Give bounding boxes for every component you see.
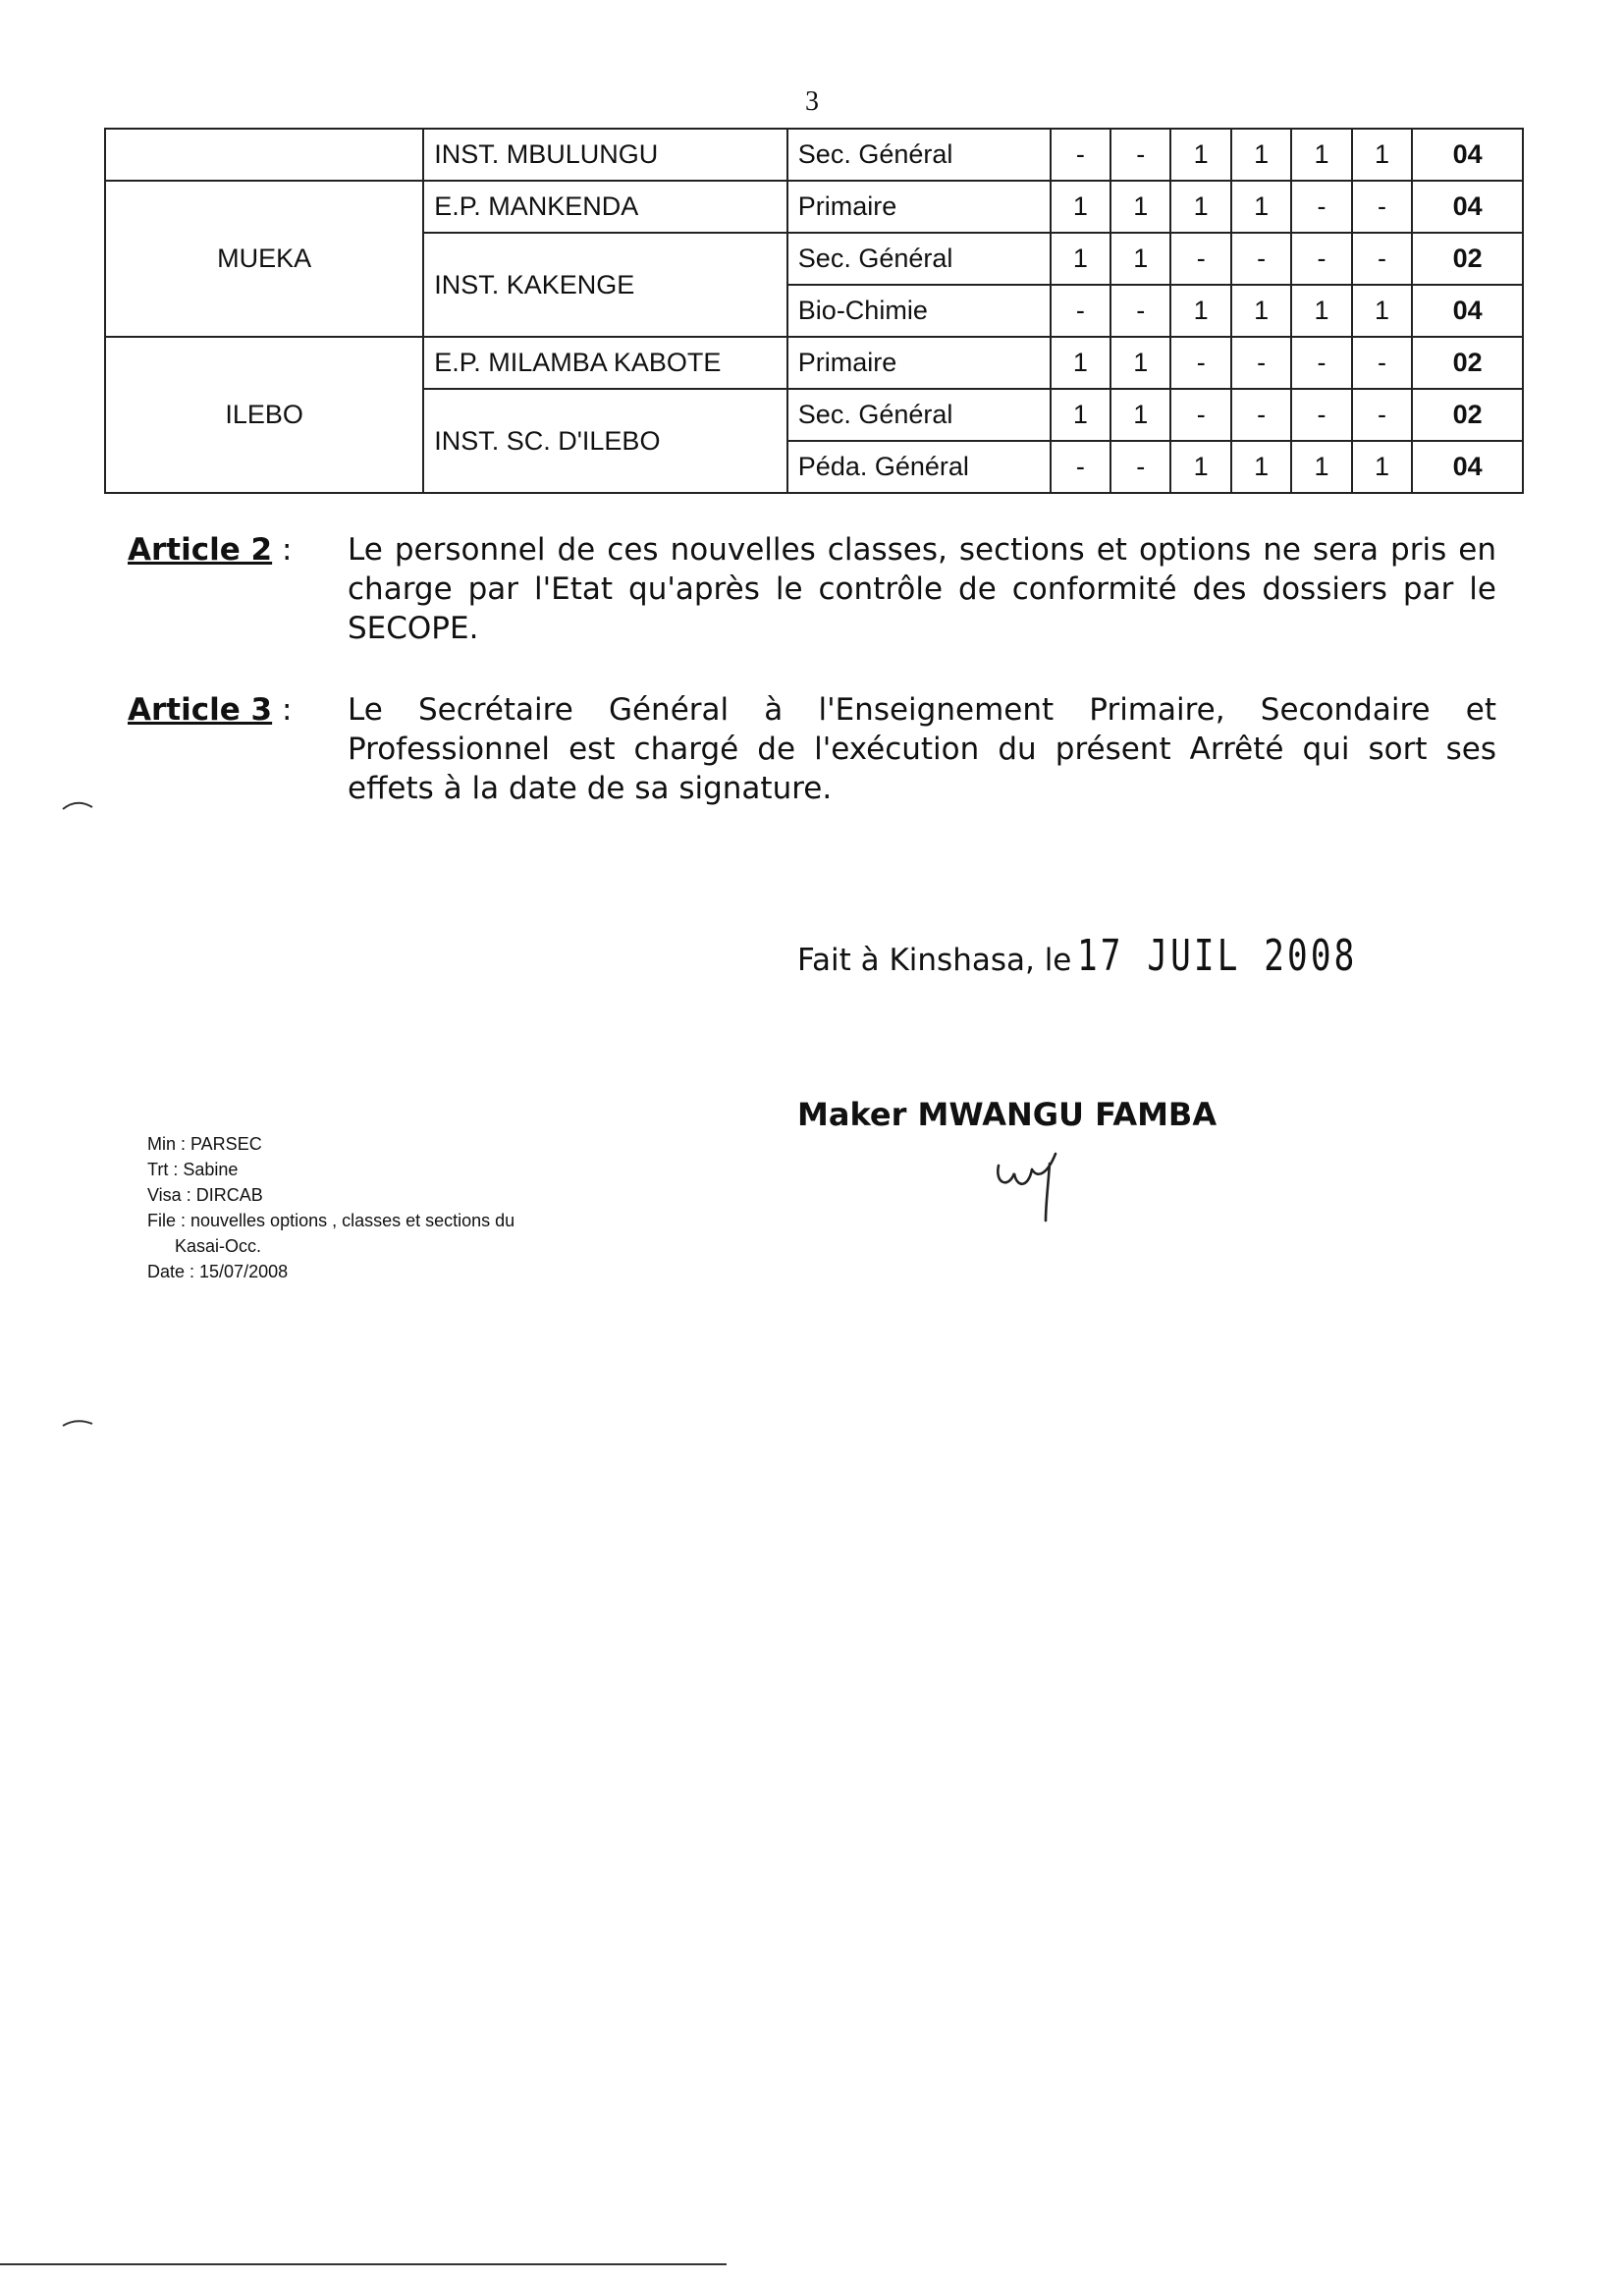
option-cell: Sec. Général: [787, 389, 1051, 441]
count-cell: -: [1051, 285, 1110, 337]
school-cell: INST. SC. D'ILEBO: [423, 389, 787, 493]
count-cell: -: [1051, 129, 1110, 181]
article-2: [128, 530, 1502, 648]
option-cell: Sec. Général: [787, 129, 1051, 181]
count-cell: -: [1051, 441, 1110, 493]
option-cell: Primaire: [787, 181, 1051, 233]
article-text: Le Secrétaire Général à l'Enseignement Primaire, Secondaire et Professionnel est chargé de l'exécution du présent Arrêté qui sort ses effets à la date de sa signature.: [348, 692, 1496, 806]
count-cell: -: [1231, 389, 1291, 441]
count-cell: -: [1352, 337, 1412, 389]
ref-trt: Trt : Sabine: [147, 1160, 239, 1179]
total-cell: 02: [1412, 337, 1523, 389]
count-cell: -: [1170, 337, 1230, 389]
count-cell: 1: [1110, 181, 1170, 233]
count-cell: -: [1231, 337, 1291, 389]
count-cell: -: [1291, 181, 1351, 233]
article-3: [128, 690, 1502, 808]
count-cell: 1: [1231, 129, 1291, 181]
count-cell: 1: [1170, 181, 1230, 233]
ref-date: Date : 15/07/2008: [147, 1262, 289, 1281]
total-cell: 02: [1412, 389, 1523, 441]
page-number: 3: [805, 86, 819, 117]
ref-visa: Visa : DIRCAB: [147, 1185, 263, 1205]
count-cell: 1: [1291, 441, 1351, 493]
count-cell: -: [1352, 181, 1412, 233]
count-cell: 1: [1231, 181, 1291, 233]
count-cell: 1: [1170, 129, 1230, 181]
schools-table: [104, 128, 1524, 494]
total-cell: 04: [1412, 181, 1523, 233]
count-cell: 1: [1110, 389, 1170, 441]
count-cell: -: [1291, 389, 1351, 441]
count-cell: 1: [1110, 233, 1170, 285]
ref-min: Min : PARSEC: [147, 1134, 262, 1154]
handwritten-signature: [987, 1144, 1075, 1232]
total-cell: 02: [1412, 233, 1523, 285]
total-cell: 04: [1412, 129, 1523, 181]
school-cell: INST. KAKENGE: [423, 233, 787, 337]
count-cell: -: [1231, 233, 1291, 285]
article-label: Article 2 :: [128, 532, 293, 568]
count-cell: 1: [1231, 285, 1291, 337]
table-row: [105, 337, 1523, 389]
count-cell: 1: [1291, 285, 1351, 337]
ref-file-cont: Kasai-Occ.: [175, 1236, 262, 1256]
count-cell: 1: [1291, 129, 1351, 181]
count-cell: -: [1291, 337, 1351, 389]
region-cell: [105, 129, 423, 181]
count-cell: 1: [1051, 233, 1110, 285]
count-cell: -: [1352, 233, 1412, 285]
option-cell: Sec. Général: [787, 233, 1051, 285]
count-cell: -: [1170, 389, 1230, 441]
total-cell: 04: [1412, 441, 1523, 493]
article-text: Le personnel de ces nouvelles classes, sections et options ne sera pris en charge par l'Etat qu'après le contrôle de conformité des dossiers par le SECOPE.: [348, 532, 1496, 646]
count-cell: 1: [1352, 285, 1412, 337]
school-cell: INST. MBULUNGU: [423, 129, 787, 181]
count-cell: -: [1170, 233, 1230, 285]
scan-mark: [59, 795, 98, 815]
count-cell: 1: [1051, 389, 1110, 441]
count-cell: -: [1110, 129, 1170, 181]
count-cell: 1: [1170, 441, 1230, 493]
place-date-line: [797, 931, 1436, 981]
option-cell: Péda. Général: [787, 441, 1051, 493]
total-cell: 04: [1412, 285, 1523, 337]
region-cell: MUEKA: [105, 181, 423, 337]
scan-mark: [59, 1414, 98, 1434]
count-cell: -: [1291, 233, 1351, 285]
count-cell: 1: [1051, 181, 1110, 233]
count-cell: 1: [1170, 285, 1230, 337]
table-row: [105, 129, 1523, 181]
option-cell: Primaire: [787, 337, 1051, 389]
count-cell: -: [1110, 441, 1170, 493]
count-cell: 1: [1231, 441, 1291, 493]
school-cell: E.P. MANKENDA: [423, 181, 787, 233]
date-stamp: 17 JUIL 2008: [1077, 931, 1358, 981]
count-cell: -: [1352, 389, 1412, 441]
ref-file: File : nouvelles options , classes et sections du: [147, 1211, 515, 1230]
table-row: [105, 181, 1523, 233]
scan-edge-line: [0, 2258, 982, 2270]
count-cell: -: [1110, 285, 1170, 337]
place-text: Fait à Kinshasa, le: [797, 943, 1072, 978]
option-cell: Bio-Chimie: [787, 285, 1051, 337]
school-cell: E.P. MILAMBA KABOTE: [423, 337, 787, 389]
count-cell: 1: [1110, 337, 1170, 389]
article-label: Article 3 :: [128, 692, 293, 728]
region-cell: ILEBO: [105, 337, 423, 493]
count-cell: 1: [1051, 337, 1110, 389]
signatory-name: Maker MWANGU FAMBA: [797, 1096, 1218, 1133]
count-cell: 1: [1352, 129, 1412, 181]
count-cell: 1: [1352, 441, 1412, 493]
reference-block: [147, 1131, 514, 1284]
